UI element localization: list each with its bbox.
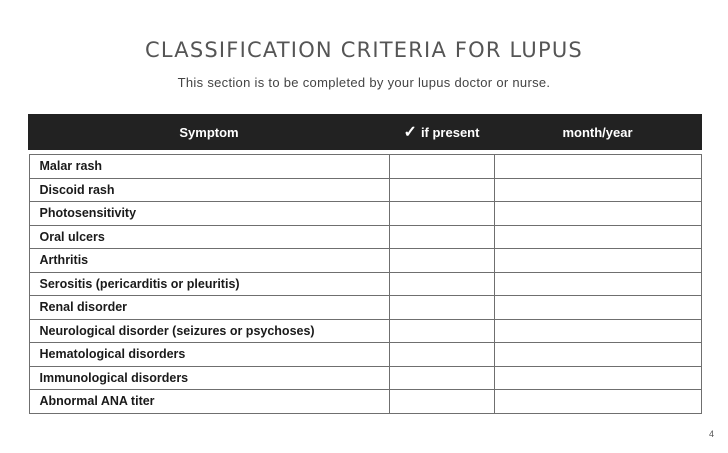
if-present-cell[interactable] <box>389 366 494 390</box>
column-header-symptom: Symptom <box>29 115 389 149</box>
table-body <box>29 149 701 413</box>
if-present-cell[interactable] <box>389 249 494 273</box>
month-year-cell[interactable] <box>494 249 701 273</box>
table-row <box>29 296 701 320</box>
symptom-cell: Abnormal ANA titer <box>29 390 389 414</box>
if-present-cell[interactable] <box>389 178 494 202</box>
table-row <box>29 272 701 296</box>
table-row <box>29 249 701 273</box>
month-year-cell[interactable] <box>494 319 701 343</box>
symptom-cell: Hematological disorders <box>29 343 389 367</box>
table-row <box>29 343 701 367</box>
table-header-row <box>29 115 701 149</box>
column-header-if-present <box>389 115 494 149</box>
month-year-cell[interactable] <box>494 155 701 179</box>
symptom-cell: Discoid rash <box>29 178 389 202</box>
table-row <box>29 202 701 226</box>
month-year-cell[interactable] <box>494 225 701 249</box>
column-header-if-present-label: if present <box>420 125 480 140</box>
month-year-cell[interactable] <box>494 202 701 226</box>
check-mark-icon: ✓ <box>403 124 417 141</box>
symptom-cell: Photosensitivity <box>29 202 389 226</box>
symptom-cell: Arthritis <box>29 249 389 273</box>
table-row <box>29 225 701 249</box>
table-header <box>29 115 701 149</box>
table-row <box>29 366 701 390</box>
page-title: CLASSIFICATION CRITERIA FOR LUPUS <box>145 38 583 62</box>
column-header-month-year: month/year <box>494 115 701 149</box>
table-row <box>29 178 701 202</box>
month-year-cell[interactable] <box>494 343 701 367</box>
month-year-cell[interactable] <box>494 296 701 320</box>
symptom-cell: Serositis (pericarditis or pleuritis) <box>29 272 389 296</box>
page-number: 4 <box>708 429 714 439</box>
symptom-cell: Malar rash <box>29 155 389 179</box>
if-present-cell[interactable] <box>389 155 494 179</box>
month-year-cell[interactable] <box>494 366 701 390</box>
symptom-cell: Immunological disorders <box>29 366 389 390</box>
if-present-cell[interactable] <box>389 343 494 367</box>
symptom-cell: Neurological disorder (seizures or psychoses) <box>29 319 389 343</box>
symptom-cell: Renal disorder <box>29 296 389 320</box>
table-row <box>29 319 701 343</box>
page-subtitle: This section is to be completed by your lupus doctor or nurse. <box>177 75 551 90</box>
if-present-cell[interactable] <box>389 390 494 414</box>
if-present-cell[interactable] <box>389 225 494 249</box>
if-present-cell[interactable] <box>389 202 494 226</box>
if-present-cell[interactable] <box>389 296 494 320</box>
month-year-cell[interactable] <box>494 272 701 296</box>
if-present-cell[interactable] <box>389 319 494 343</box>
table-row <box>29 155 701 179</box>
criteria-table <box>28 114 702 414</box>
month-year-cell[interactable] <box>494 178 701 202</box>
table-row <box>29 390 701 414</box>
if-present-cell[interactable] <box>389 272 494 296</box>
symptom-cell: Oral ulcers <box>29 225 389 249</box>
month-year-cell[interactable] <box>494 390 701 414</box>
